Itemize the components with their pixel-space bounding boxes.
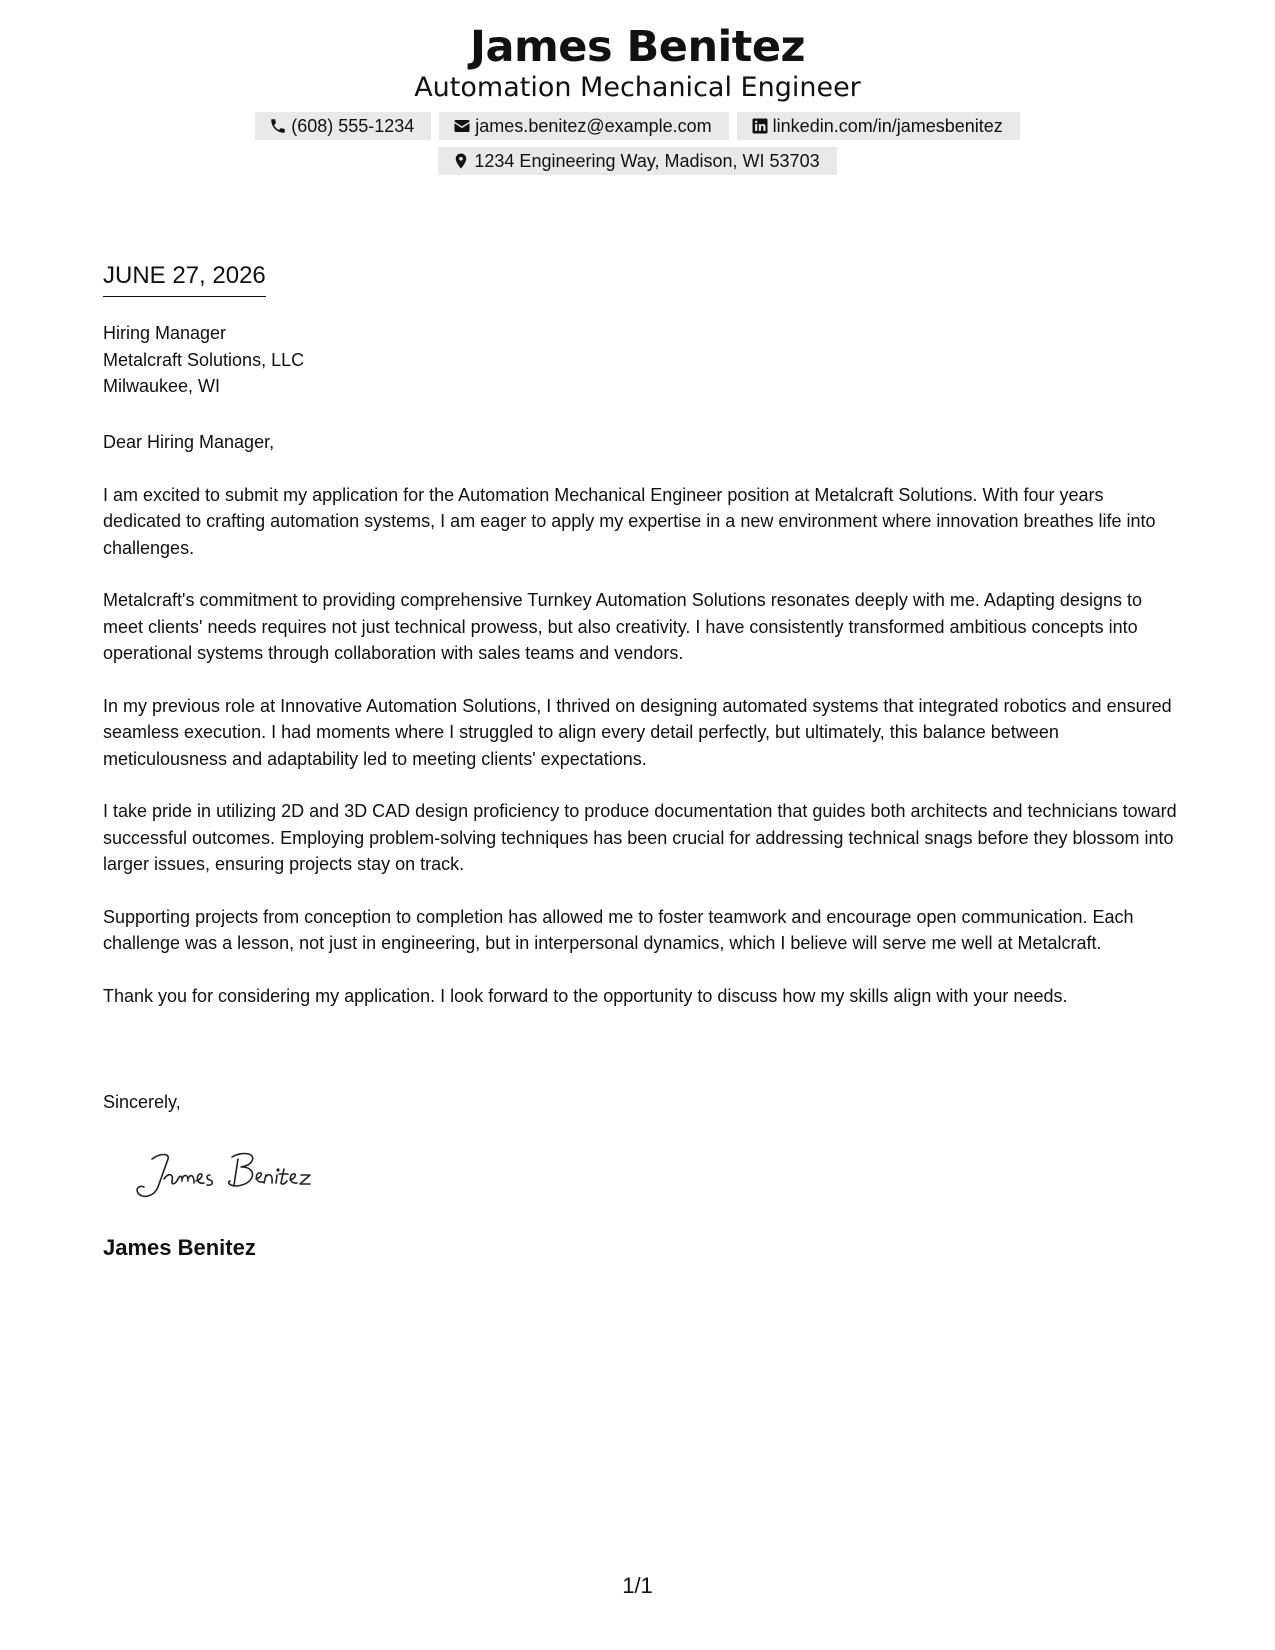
linkedin-text: linkedin.com/in/jamesbenitez (772, 115, 1003, 136)
recipient-location: Milwaukee, WI (103, 376, 221, 396)
valediction: Sincerely, (103, 1092, 181, 1112)
map-marker-icon (452, 152, 470, 170)
address-text: 1234 Engineering Way, Madison, WI 53703 (474, 150, 820, 171)
address-contact (438, 147, 836, 175)
applicant-name: James Benitez (469, 22, 806, 72)
signer-name: James Benitez (103, 1235, 256, 1260)
phone-icon (269, 117, 287, 135)
contact-row-1 (0, 112, 1275, 140)
phone-contact[interactable] (255, 112, 431, 140)
recipient-company: Metalcraft Solutions, LLC (103, 349, 305, 370)
linkedin-contact[interactable] (737, 112, 1020, 140)
body-paragraph: Metalcraft's commitment to providing comprehensive Turnkey Automation Solutions resonates deeply with me. Adapting designs to meet clients' needs requires not just technical prowess, but also creativity. I have consistently transformed ambitious concepts into operational systems through collaboration with sales teams and vendors. (103, 590, 1142, 663)
body-paragraph: I take pride in utilizing 2D and 3D CAD design proficiency to produce documentation that guides both architects and technicians toward successful outcomes. Employing problem-solving techniques has been crucial for addressing technical snags before they blossom into larger issues, ensuring projects stay on track. (103, 801, 1177, 874)
email-contact[interactable] (439, 112, 728, 140)
handwritten-signature (120, 1145, 350, 1205)
body-paragraph: I am excited to submit my application for the Automation Mechanical Engineer position at Metalcraft Solutions. With four years dedicated to crafting automation systems, I am eager to apply my expertise in a new environment where innovation breathes life into challenges. (103, 484, 1156, 558)
letter-date: JUNE 27, 2026 (103, 262, 266, 297)
salutation: Dear Hiring Manager, (103, 432, 275, 452)
page-number: 1/1 (622, 1573, 653, 1598)
body-paragraph: Supporting projects from conception to completion has allowed me to foster teamwork and encourage open communication. Each challenge was a lesson, not just in engineering, but in interpersonal dynamics, which I believe will serve me well at Metalcraft. (103, 906, 1134, 953)
phone-text: (608) 555-1234 (291, 115, 415, 136)
applicant-title: Automation Mechanical Engineer (414, 72, 861, 103)
email-text: james.benitez@example.com (475, 115, 712, 136)
letter-body (103, 429, 1183, 1035)
body-paragraph: In my previous role at Innovative Automation Solutions, I thrived on designing automated systems that integrated robotics and ensured seamless execution. I had moments where I struggled to align every detail perfectly, but ultimately, this balance between meticulousness and adaptability led to meeting clients' expectations. (103, 695, 1172, 769)
recipient-name: Hiring Manager (103, 323, 227, 343)
recipient-block (103, 320, 304, 400)
contact-row-2 (0, 147, 1275, 175)
body-paragraph: Thank you for considering my application. I look forward to the opportunity to discuss how my skills align with your needs. (103, 985, 1068, 1006)
envelope-icon (453, 117, 471, 135)
letter-header (0, 22, 1275, 175)
linkedin-icon (751, 117, 769, 135)
